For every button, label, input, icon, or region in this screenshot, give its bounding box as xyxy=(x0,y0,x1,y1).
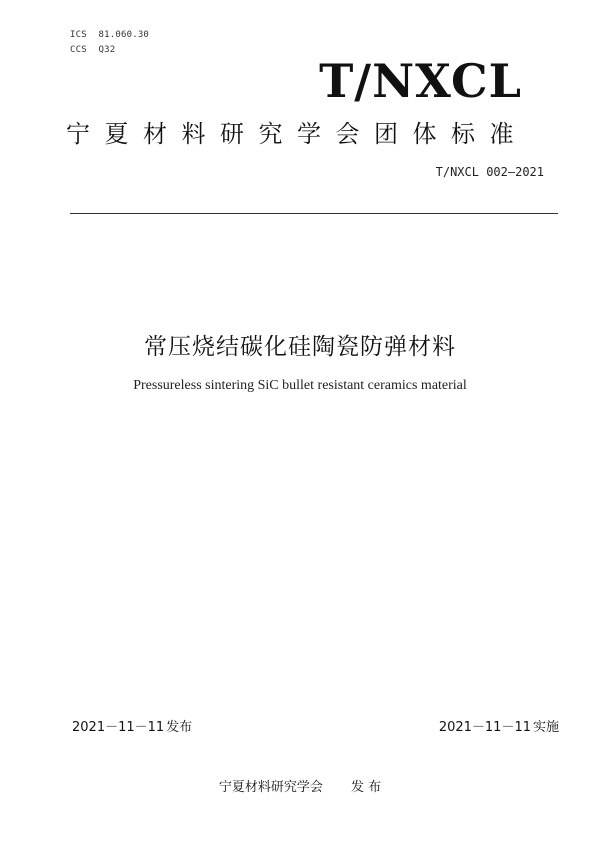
document-title-chinese: 常压烧结碳化硅陶瓷防弹材料 xyxy=(144,334,456,360)
issuer-name: 宁夏材料研究学会 xyxy=(218,780,323,795)
issue-label: 发布 xyxy=(166,720,193,735)
organization-standard-title: 宁夏材料研究学会团体标准 xyxy=(66,120,528,148)
implementation-date-line xyxy=(439,716,559,735)
ics-classification xyxy=(70,30,149,40)
document-title-english: Pressureless sintering SiC bullet resistant ceramics material xyxy=(133,378,467,393)
issue-date: 2021－11－11 xyxy=(72,720,165,735)
standard-number: T/NXCL 002—2021 xyxy=(435,165,544,179)
ccs-label: CCS xyxy=(70,45,87,55)
standard-logo: T/NXCL xyxy=(319,54,522,108)
header-divider xyxy=(70,213,558,214)
ccs-code: Q32 xyxy=(98,45,116,55)
issue-date-line xyxy=(72,716,192,735)
issuer-issue-word: 发 布 xyxy=(350,780,382,795)
issuer-line xyxy=(0,776,600,795)
implementation-label: 实施 xyxy=(532,720,559,735)
implementation-date: 2021－11－11 xyxy=(438,720,531,735)
ccs-classification xyxy=(70,45,115,55)
ics-code: 81.060.30 xyxy=(98,30,150,40)
ics-label: ICS xyxy=(70,30,87,40)
